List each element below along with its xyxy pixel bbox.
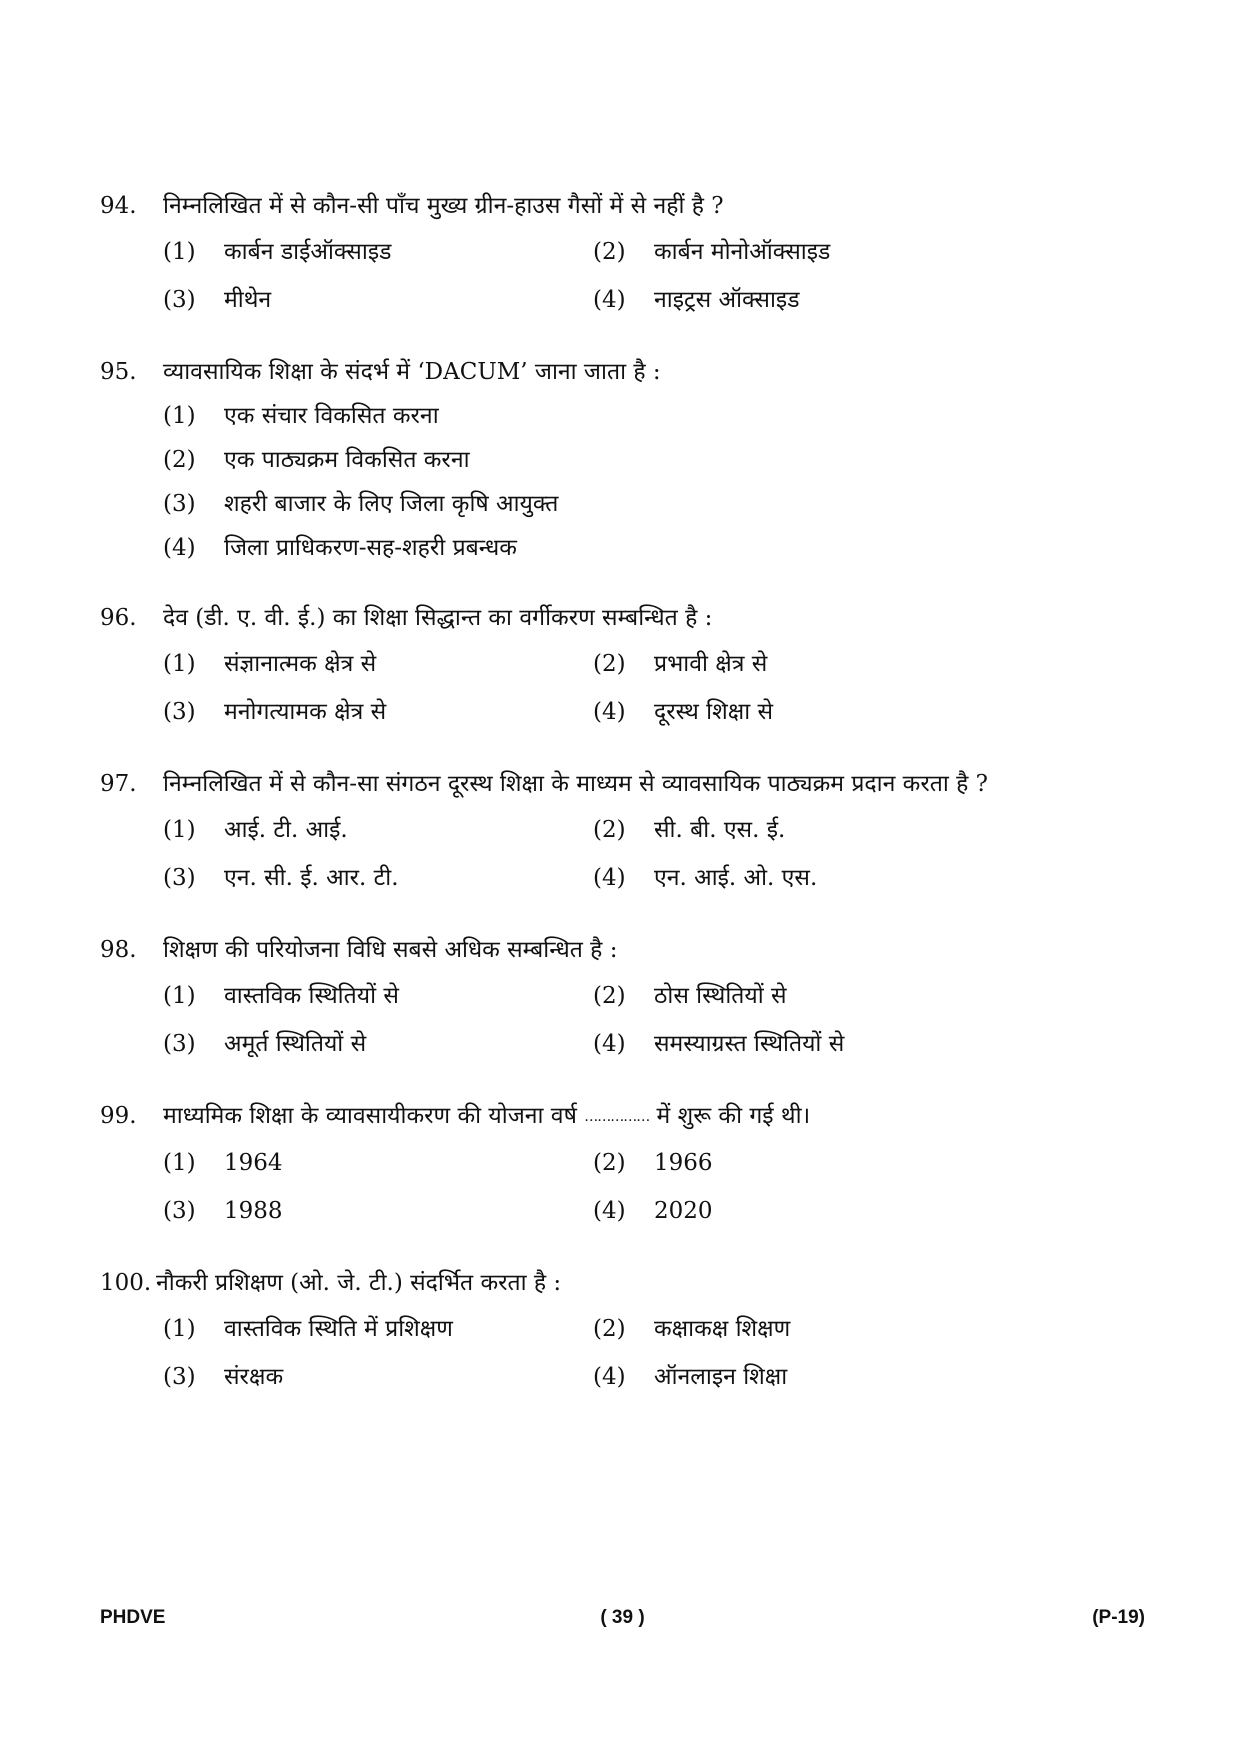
options-row (163, 394, 1145, 438)
option-number: (1) (163, 983, 196, 1009)
page-number: ( 39 ) (600, 1607, 645, 1628)
option-item (593, 276, 800, 324)
option-item (163, 854, 593, 902)
option-number: (4) (593, 1031, 626, 1057)
question-text (156, 1261, 1145, 1305)
question-text (163, 350, 1145, 394)
question-block (100, 596, 1145, 736)
option-item (163, 1020, 593, 1068)
option-number: (2) (163, 447, 196, 473)
question-row (100, 928, 1145, 972)
options-row (163, 806, 1145, 854)
option-item (163, 1139, 593, 1187)
option-text: ऑनलाइन शिक्षा (654, 1364, 788, 1390)
option-text: संरक्षक (224, 1364, 284, 1390)
question-row (100, 1261, 1145, 1305)
option-item (593, 1020, 844, 1068)
question-stem: निम्नलिखित में से कौन-सा संगठन दूरस्थ शिक्षा के माध्यम से व्यावसायिक पाठ्यक्रम प्रदान करता है ? (163, 771, 988, 797)
option-number: (2) (593, 983, 626, 1009)
options-row (163, 1353, 1145, 1401)
options-row (163, 526, 1145, 570)
option-item (163, 438, 470, 482)
option-text: एन. सी. ई. आर. टी. (224, 865, 399, 891)
question-block (100, 184, 1145, 324)
options-row (163, 1305, 1145, 1353)
option-text: सी. बी. एस. ई. (654, 817, 786, 843)
option-number: (4) (593, 1364, 626, 1390)
question-number: 98. (100, 937, 137, 963)
question-number: 95. (100, 359, 137, 385)
option-number: (2) (593, 651, 626, 677)
question-block (100, 762, 1145, 902)
options-row (163, 276, 1145, 324)
question-row (100, 1094, 1145, 1139)
option-item (593, 688, 773, 736)
option-text: संज्ञानात्मक क्षेत्र से (224, 651, 377, 677)
option-number: (1) (163, 651, 196, 677)
option-text: अमूर्त स्थितियों से (224, 1031, 367, 1057)
question-row (100, 596, 1145, 640)
question-stem: निम्नलिखित में से कौन-सी पाँच मुख्य ग्रीन-हाउस गैसों में से नहीं है ? (163, 193, 724, 219)
question-row (100, 350, 1145, 394)
options-row (163, 438, 1145, 482)
option-number: (2) (593, 1150, 626, 1176)
question-number: 94. (100, 193, 137, 219)
option-text: एन. आई. ओ. एस. (654, 865, 818, 891)
question-number: 96. (100, 605, 137, 631)
option-number: (3) (163, 1364, 196, 1390)
options-row (163, 228, 1145, 276)
option-item (163, 526, 517, 570)
option-item (593, 972, 787, 1020)
options-row (163, 482, 1145, 526)
question-block (100, 1261, 1145, 1401)
question-list (100, 184, 1145, 1427)
question-block (100, 1094, 1145, 1235)
option-item (593, 1353, 787, 1401)
option-item (163, 1187, 593, 1235)
question-stem: शिक्षण की परियोजना विधि सबसे अधिक सम्बन्धित है : (163, 937, 618, 963)
question-text (163, 1094, 1145, 1139)
option-item (163, 228, 593, 276)
question-stem-end: में शुरू की गई थी। (656, 1103, 811, 1129)
option-item (593, 854, 817, 902)
option-number: (1) (163, 817, 196, 843)
question-text (163, 928, 1145, 972)
options-list (100, 394, 1145, 570)
options-row (163, 854, 1145, 902)
option-item (163, 276, 593, 324)
option-item (593, 1305, 790, 1353)
option-item (593, 228, 830, 276)
page-footer (100, 1607, 1145, 1629)
option-number: (3) (163, 1031, 196, 1057)
option-text: शहरी बाजार के लिए जिला कृषि आयुक्त (224, 491, 559, 517)
option-number: (3) (163, 491, 196, 517)
option-number: (4) (163, 535, 196, 561)
option-text: एक पाठ्यक्रम विकसित करना (224, 447, 470, 473)
option-item (163, 972, 593, 1020)
option-item (593, 640, 767, 688)
option-text: वास्तविक स्थिति में प्रशिक्षण (224, 1316, 453, 1342)
footer-set-code: (P-19) (1092, 1607, 1145, 1628)
options-list (100, 640, 1145, 736)
question-stem: व्यावसायिक शिक्षा के संदर्भ में ‘DACUM’ जाना जाता है : (163, 359, 661, 385)
options-row (163, 640, 1145, 688)
question-number: 97. (100, 771, 137, 797)
question-text (163, 762, 1145, 806)
option-number: (4) (593, 699, 626, 725)
option-item (163, 806, 593, 854)
options-list (100, 1139, 1145, 1235)
option-text: समस्याग्रस्त स्थितियों से (654, 1031, 845, 1057)
option-text: मनोगत्यामक क्षेत्र से (224, 699, 387, 725)
option-text: दूरस्थ शिक्षा से (654, 699, 774, 725)
option-number: (3) (163, 1198, 196, 1224)
option-text: वास्तविक स्थितियों से (224, 983, 399, 1009)
question-number: 99. (100, 1103, 137, 1129)
option-item (163, 1305, 593, 1353)
question-number: 100. (100, 1270, 152, 1296)
option-number: (3) (163, 287, 196, 313)
option-text: प्रभावी क्षेत्र से (654, 651, 768, 677)
question-row (100, 762, 1145, 806)
option-item (163, 1353, 593, 1401)
option-text: ठोस स्थितियों से (654, 983, 787, 1009)
option-item (593, 1187, 713, 1235)
options-row (163, 1139, 1145, 1187)
option-text: कक्षाकक्ष शिक्षण (654, 1316, 791, 1342)
options-list (100, 1305, 1145, 1401)
option-number: (2) (593, 817, 626, 843)
option-text: आई. टी. आई. (224, 817, 348, 843)
option-number: (2) (593, 239, 626, 265)
option-number: (4) (593, 865, 626, 891)
option-text: नाइट्रस ऑक्साइड (654, 287, 800, 313)
question-text (163, 184, 1145, 228)
option-number: (4) (593, 1198, 626, 1224)
option-text: 1988 (224, 1198, 283, 1224)
options-list (100, 806, 1145, 902)
option-number: (3) (163, 865, 196, 891)
options-row (163, 688, 1145, 736)
option-number: (1) (163, 1150, 196, 1176)
question-block (100, 350, 1145, 570)
option-item (163, 688, 593, 736)
footer-code: PHDVE (100, 1607, 166, 1628)
option-text: 2020 (654, 1198, 713, 1224)
option-item (163, 394, 439, 438)
option-text: कार्बन डाईऑक्साइड (224, 239, 392, 265)
option-number: (2) (593, 1316, 626, 1342)
option-item (163, 640, 593, 688)
options-row (163, 1187, 1145, 1235)
option-item (163, 482, 558, 526)
options-row (163, 1020, 1145, 1068)
options-list (100, 228, 1145, 324)
option-text: मीथेन (224, 287, 272, 313)
fill-in-blank: …………… (584, 1109, 650, 1125)
question-stem: माध्यमिक शिक्षा के व्यावसायीकरण की योजना वर्ष (163, 1103, 577, 1129)
question-stem: नौकरी प्रशिक्षण (ओ. जे. टी.) संदर्भित करता है : (156, 1270, 562, 1296)
question-block (100, 928, 1145, 1068)
option-text: एक संचार विकसित करना (224, 403, 439, 429)
options-row (163, 972, 1145, 1020)
question-stem: देव (डी. ए. वी. ई.) का शिक्षा सिद्धान्त का वर्गीकरण सम्बन्धित है : (163, 605, 713, 631)
question-text (163, 596, 1145, 640)
option-text: कार्बन मोनोऑक्साइड (654, 239, 831, 265)
option-number: (1) (163, 239, 196, 265)
option-number: (4) (593, 287, 626, 313)
option-item (593, 1139, 713, 1187)
option-number: (1) (163, 1316, 196, 1342)
options-list (100, 972, 1145, 1068)
option-text: 1966 (654, 1150, 713, 1176)
question-row (100, 184, 1145, 228)
option-text: जिला प्राधिकरण-सह-शहरी प्रबन्धक (224, 535, 517, 561)
option-number: (1) (163, 403, 196, 429)
option-item (593, 806, 785, 854)
option-text: 1964 (224, 1150, 283, 1176)
option-number: (3) (163, 699, 196, 725)
